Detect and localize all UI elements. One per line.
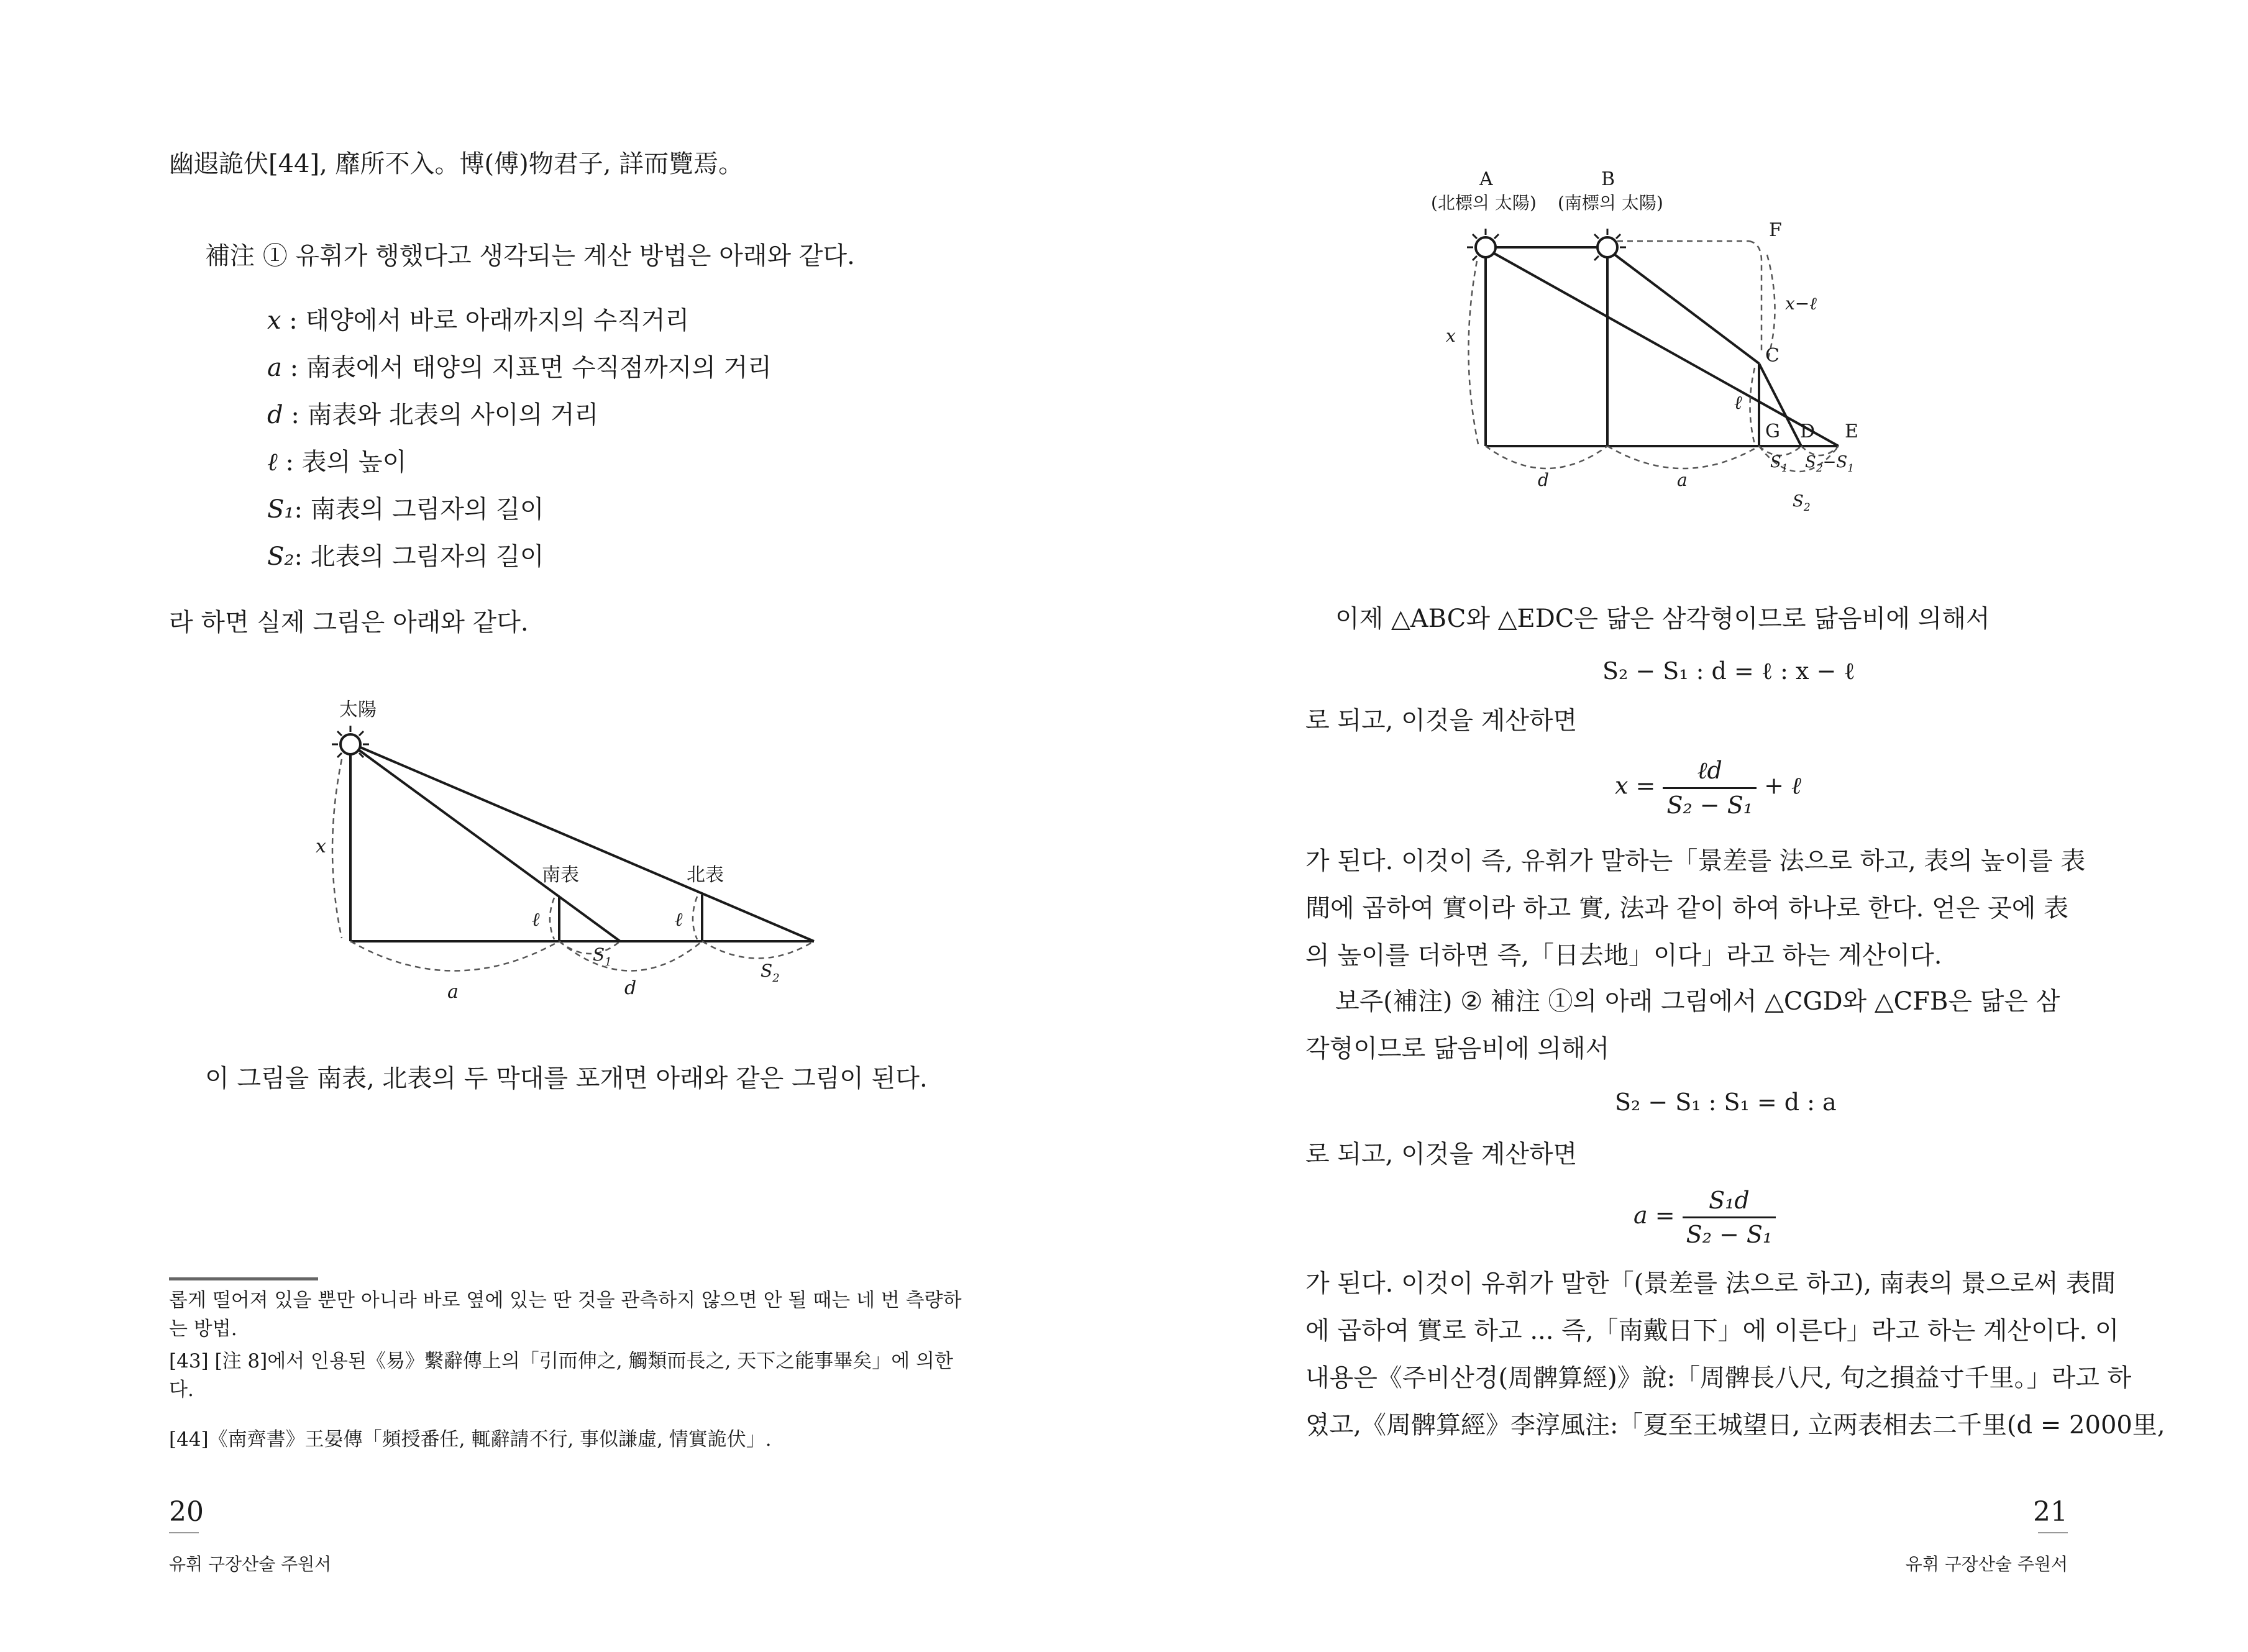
- running-title: 유휘 구장산술 주원서: [1905, 1554, 2068, 1574]
- definition-item: [267, 445, 406, 480]
- paragraph-2: 로 되고, 이것을 계산하면: [1305, 706, 1578, 735]
- after-figure-text: 이 그림을 南表, 北表의 두 막대를 포개면 아래와 같은 그림이 된다.: [205, 1064, 928, 1093]
- definition-text: : 南表와 北表의 사이의 거리: [283, 401, 599, 429]
- ell-label-south: ℓ: [532, 909, 540, 931]
- s2-minus-s1-label: $S_2-S_1$: [1805, 453, 1855, 475]
- footnote-rule: [169, 1277, 318, 1280]
- definition-symbol: d: [267, 401, 283, 429]
- paragraph-1: 이제 △ABC와 △EDC은 닮은 삼각형이므로 닮음비에 의해서: [1335, 605, 1990, 633]
- definition-symbol: a: [267, 354, 282, 382]
- paragraph-line: 내용은《주비산경(周髀算經)》說:「周髀長八尺, 句之損益寸千里。」라고 하: [1305, 1364, 2132, 1392]
- page-number: 21: [2033, 1496, 2068, 1528]
- definition-symbol: S₂: [267, 542, 295, 571]
- definition-symbol: ℓ: [267, 448, 278, 477]
- paragraph-line: 가 된다. 이것이 유휘가 말한「(景差를 法으로 하고), 南表의 景으로써 表間: [1305, 1269, 2116, 1298]
- figure-1-shadow-diagram: [298, 690, 845, 1013]
- north-sun-label: (北標의 太陽): [1431, 193, 1537, 213]
- sun-icon: [340, 734, 360, 754]
- paragraph-line: 間에 곱하여 實이라 하고 實, 法과 같이 하여 하나로 한다. 얻은 곳에 表: [1305, 894, 2069, 923]
- page-number: 20: [169, 1496, 204, 1528]
- definition-text: : 北表의 그림자의 길이: [294, 542, 544, 571]
- x-minus-ell-label: x−ℓ: [1785, 293, 1817, 314]
- south-sun-label: (南標의 太陽): [1558, 193, 1663, 213]
- label-F: F: [1769, 219, 1782, 241]
- page-number-rule: [169, 1532, 199, 1533]
- after-defs-text: 라 하면 실제 그림은 아래와 같다.: [169, 608, 529, 637]
- s2-label-2: $S_2$: [1793, 492, 1811, 514]
- definition-item: [267, 303, 689, 338]
- figure-2-overlaid-diagram: [1410, 168, 1907, 528]
- footnote-43: [43] [注 8]에서 인용된《易》繫辭傳上의「引而伸之, 觸類而長之, 天下之能事畢矣」에 의한다.: [169, 1350, 953, 1401]
- paragraph-line: 각형이므로 닮음비에 의해서: [1305, 1034, 1610, 1063]
- equation-2: x = $\frac{\text{ℓd}}{\text{S₂ − S₁}}$ + ℓ: [1615, 757, 1801, 819]
- ell-label-north: ℓ: [675, 909, 683, 931]
- equation-1: S₂ − S₁ : d = ℓ : x − ℓ: [1602, 657, 1855, 685]
- footnote-44: [44]《南齊書》王晏傳「頻授番任, 輒辭請不行, 事似謙虛, 情實詭伏」.: [169, 1428, 772, 1451]
- s1-label-2: $S_1$: [1770, 453, 1788, 475]
- equation-3: S₂ − S₁ : S₁ = d : a: [1615, 1088, 1837, 1116]
- definition-text: : 表의 높이: [277, 448, 407, 477]
- label-G: G: [1765, 421, 1780, 442]
- definition-text: : 南表의 그림자의 길이: [294, 495, 544, 524]
- equation-4: a = $\frac{\text{S₁d}}{\text{S₂ − S₁}}$: [1633, 1187, 1776, 1248]
- a-label-2: a: [1677, 470, 1688, 490]
- footnote-1: 롭게 떨어져 있을 뿐만 아니라 바로 옆에 있는 딴 것을 관측하지 않으면 안 될 때는 네 번 측량하는 방법.: [169, 1289, 962, 1340]
- page-number-rule: [2038, 1532, 2068, 1533]
- paragraph-line: 보주(補注) ② 補注 ①의 아래 그림에서 △CGD와 △CFB은 닮은 삼: [1335, 987, 2060, 1016]
- definition-item: [267, 539, 544, 574]
- s1-label: $S_1$: [593, 944, 612, 969]
- right-page: [1124, 0, 2248, 1652]
- ell-label-2: ℓ: [1734, 392, 1742, 414]
- definition-symbol: S₁: [267, 495, 295, 524]
- d-label-2: d: [1538, 470, 1549, 490]
- paragraph-line: 에 곱하여 實로 하고 ... 즉,「南戴日下」에 이른다」라고 하는 계산이다. 이: [1305, 1317, 2119, 1345]
- label-E: E: [1845, 421, 1858, 442]
- x-label-2: x: [1446, 326, 1456, 346]
- south-pole-label: 南表: [542, 864, 579, 886]
- top-line: 幽遐詭伏[44], 靡所不入。博(傅)物君子, 詳而覽焉。: [169, 150, 744, 178]
- sun-label: 太陽: [339, 699, 377, 721]
- note-intro: 補注 ① 유휘가 행했다고 생각되는 계산 방법은 아래와 같다.: [205, 242, 855, 270]
- s2-label: $S_2$: [761, 961, 780, 985]
- label-C: C: [1765, 345, 1780, 367]
- paragraph-line: 였고,《周髀算經》李淳風注:「夏至王城望日, 立两表相去二千里(d = 2000里,: [1305, 1411, 2165, 1440]
- paragraph-line: 가 된다. 이것이 즉, 유휘가 말하는「景差를 法으로 하고, 表의 높이를 表: [1305, 847, 2086, 875]
- definition-item: [267, 492, 544, 527]
- a-label: a: [447, 981, 459, 1003]
- definition-item: [267, 398, 598, 432]
- definition-symbol: x: [267, 306, 281, 335]
- x-label: x: [316, 836, 326, 857]
- paragraph-5: 로 되고, 이것을 계산하면: [1305, 1140, 1578, 1169]
- definition-text: : 태양에서 바로 아래까지의 수직거리: [281, 306, 690, 335]
- label-A: A: [1479, 168, 1493, 190]
- label-B: B: [1601, 168, 1615, 190]
- definition-text: : 南表에서 태양의 지표면 수직점까지의 거리: [281, 354, 772, 382]
- label-D: D: [1800, 421, 1816, 442]
- d-label: d: [624, 977, 637, 999]
- paragraph-line: 의 높이를 더하면 즉,「日去地」이다」라고 하는 계산이다.: [1305, 941, 1942, 970]
- definition-item: [267, 350, 772, 385]
- north-pole-label: 北表: [687, 864, 724, 886]
- running-title: 유휘 구장산술 주원서: [169, 1554, 332, 1574]
